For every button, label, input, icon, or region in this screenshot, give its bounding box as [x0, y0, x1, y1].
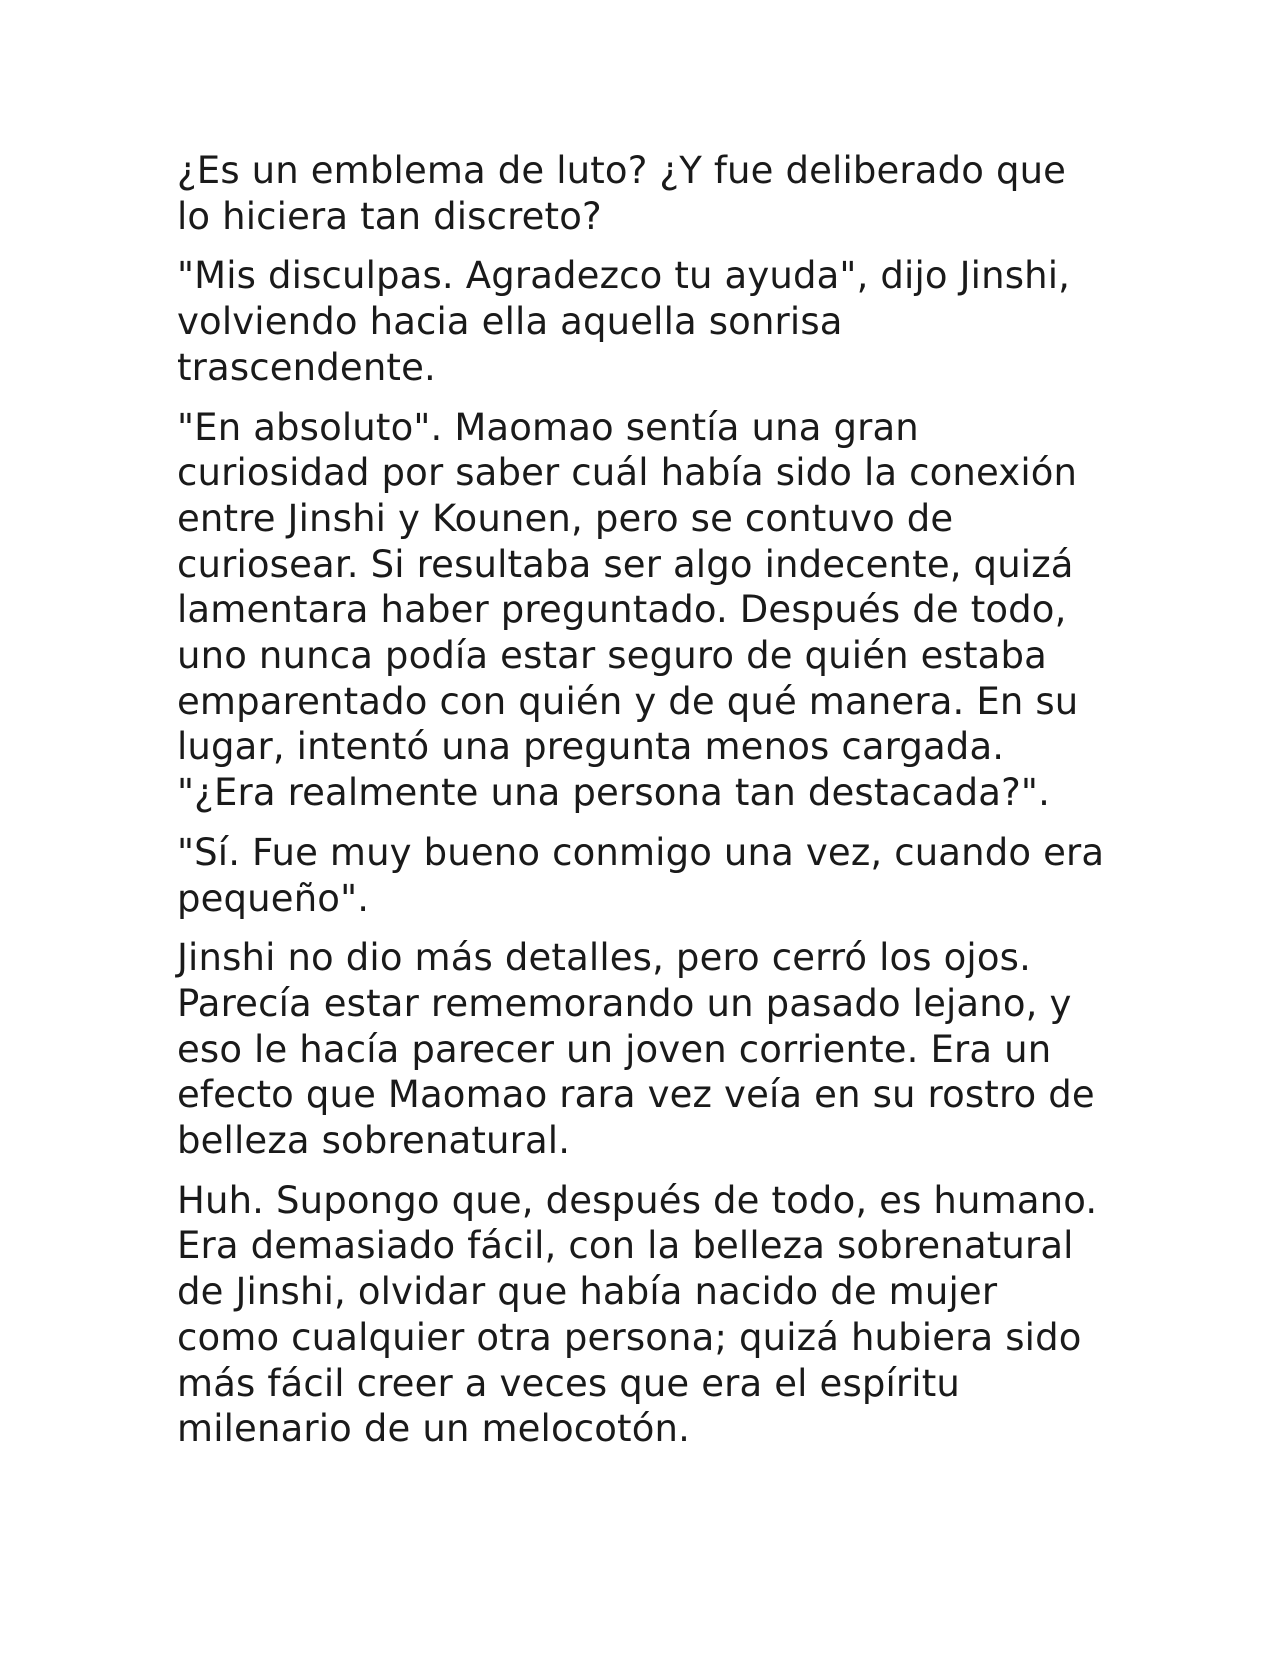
document-page: [177, 148, 1107, 1466]
paragraph-5: Jinshi no dio más detalles, pero cerró los ojos. Parecía estar rememorando un pasado lejano, y eso le hacía parecer un joven corriente. Era un efecto que Maomao rara vez veía en su rostro de belleza sobrenatural.: [177, 936, 1095, 1163]
paragraph-1: ¿Es un emblema de luto? ¿Y fue deliberado que lo hiciera tan discreto?: [177, 149, 1067, 238]
paragraph-6: Huh. Supongo que, después de todo, es humano. Era demasiado fácil, con la belleza sobrenatural de Jinshi, olvidar que había nacido de mujer como cualquier otra persona; quizá hubiera sido más fácil creer a veces que era el espíritu milenario de un melocotón.: [177, 1178, 1098, 1451]
paragraph-3: "En absoluto". Maomao sentía una gran curiosidad por saber cuál había sido la conexión entre Jinshi y Kounen, pero se contuvo de curiosear. Si resultaba ser algo indecente, quizá lamentara haber preguntado. Después de todo, uno nunca podía estar seguro de quién estaba emparentado con quién y de qué manera. En su lugar, intentó una pregunta menos cargada. "¿Era realmente una persona tan destacada?".: [177, 405, 1079, 815]
paragraph-4: "Sí. Fue muy bueno conmigo una vez, cuando era pequeño".: [177, 830, 1105, 920]
paragraph-2: "Mis disculpas. Agradezco tu ayuda", dijo Jinshi, volviendo hacia ella aquella sonrisa trascendente.: [177, 254, 1071, 389]
